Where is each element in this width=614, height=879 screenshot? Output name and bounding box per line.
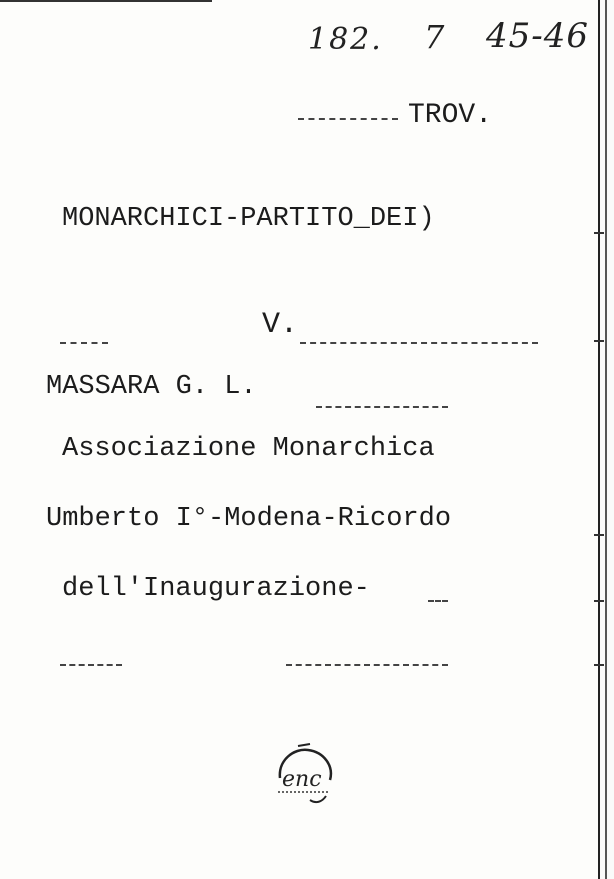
edge-notch [594,600,604,602]
description-line-2: Umberto I°-Modena-Ricordo [46,504,452,534]
handwritten-mark: 7 [424,18,445,56]
classification-label: TROV. [408,100,493,131]
edge-notch [594,664,604,666]
catalog-number: 182. [308,22,383,57]
description-line-1: Associazione Monarchica [62,434,435,464]
dashed-line [286,664,448,666]
edge-notch [594,534,604,536]
stamp-text: enc [282,767,322,792]
binding-inner-line [605,0,607,879]
versus-label: V. [262,308,299,342]
dashed-line [60,342,108,344]
dashed-line [428,600,448,602]
party-heading: MONARCHICI-PARTITO_DEI) [62,204,435,234]
number-range: 45-46 [486,16,590,56]
dashed-line [316,406,448,408]
dashed-line [300,342,538,344]
top-edge-line [0,0,212,2]
author-name: MASSARA G. L. [46,372,257,402]
edge-notch [594,232,604,234]
stamp-seal [270,740,340,810]
card-binding-edge [598,0,614,879]
dashed-line [60,664,122,666]
dashed-line [298,118,398,120]
description-line-3: dell'Inaugurazione- [62,574,370,604]
edge-notch [594,340,604,342]
